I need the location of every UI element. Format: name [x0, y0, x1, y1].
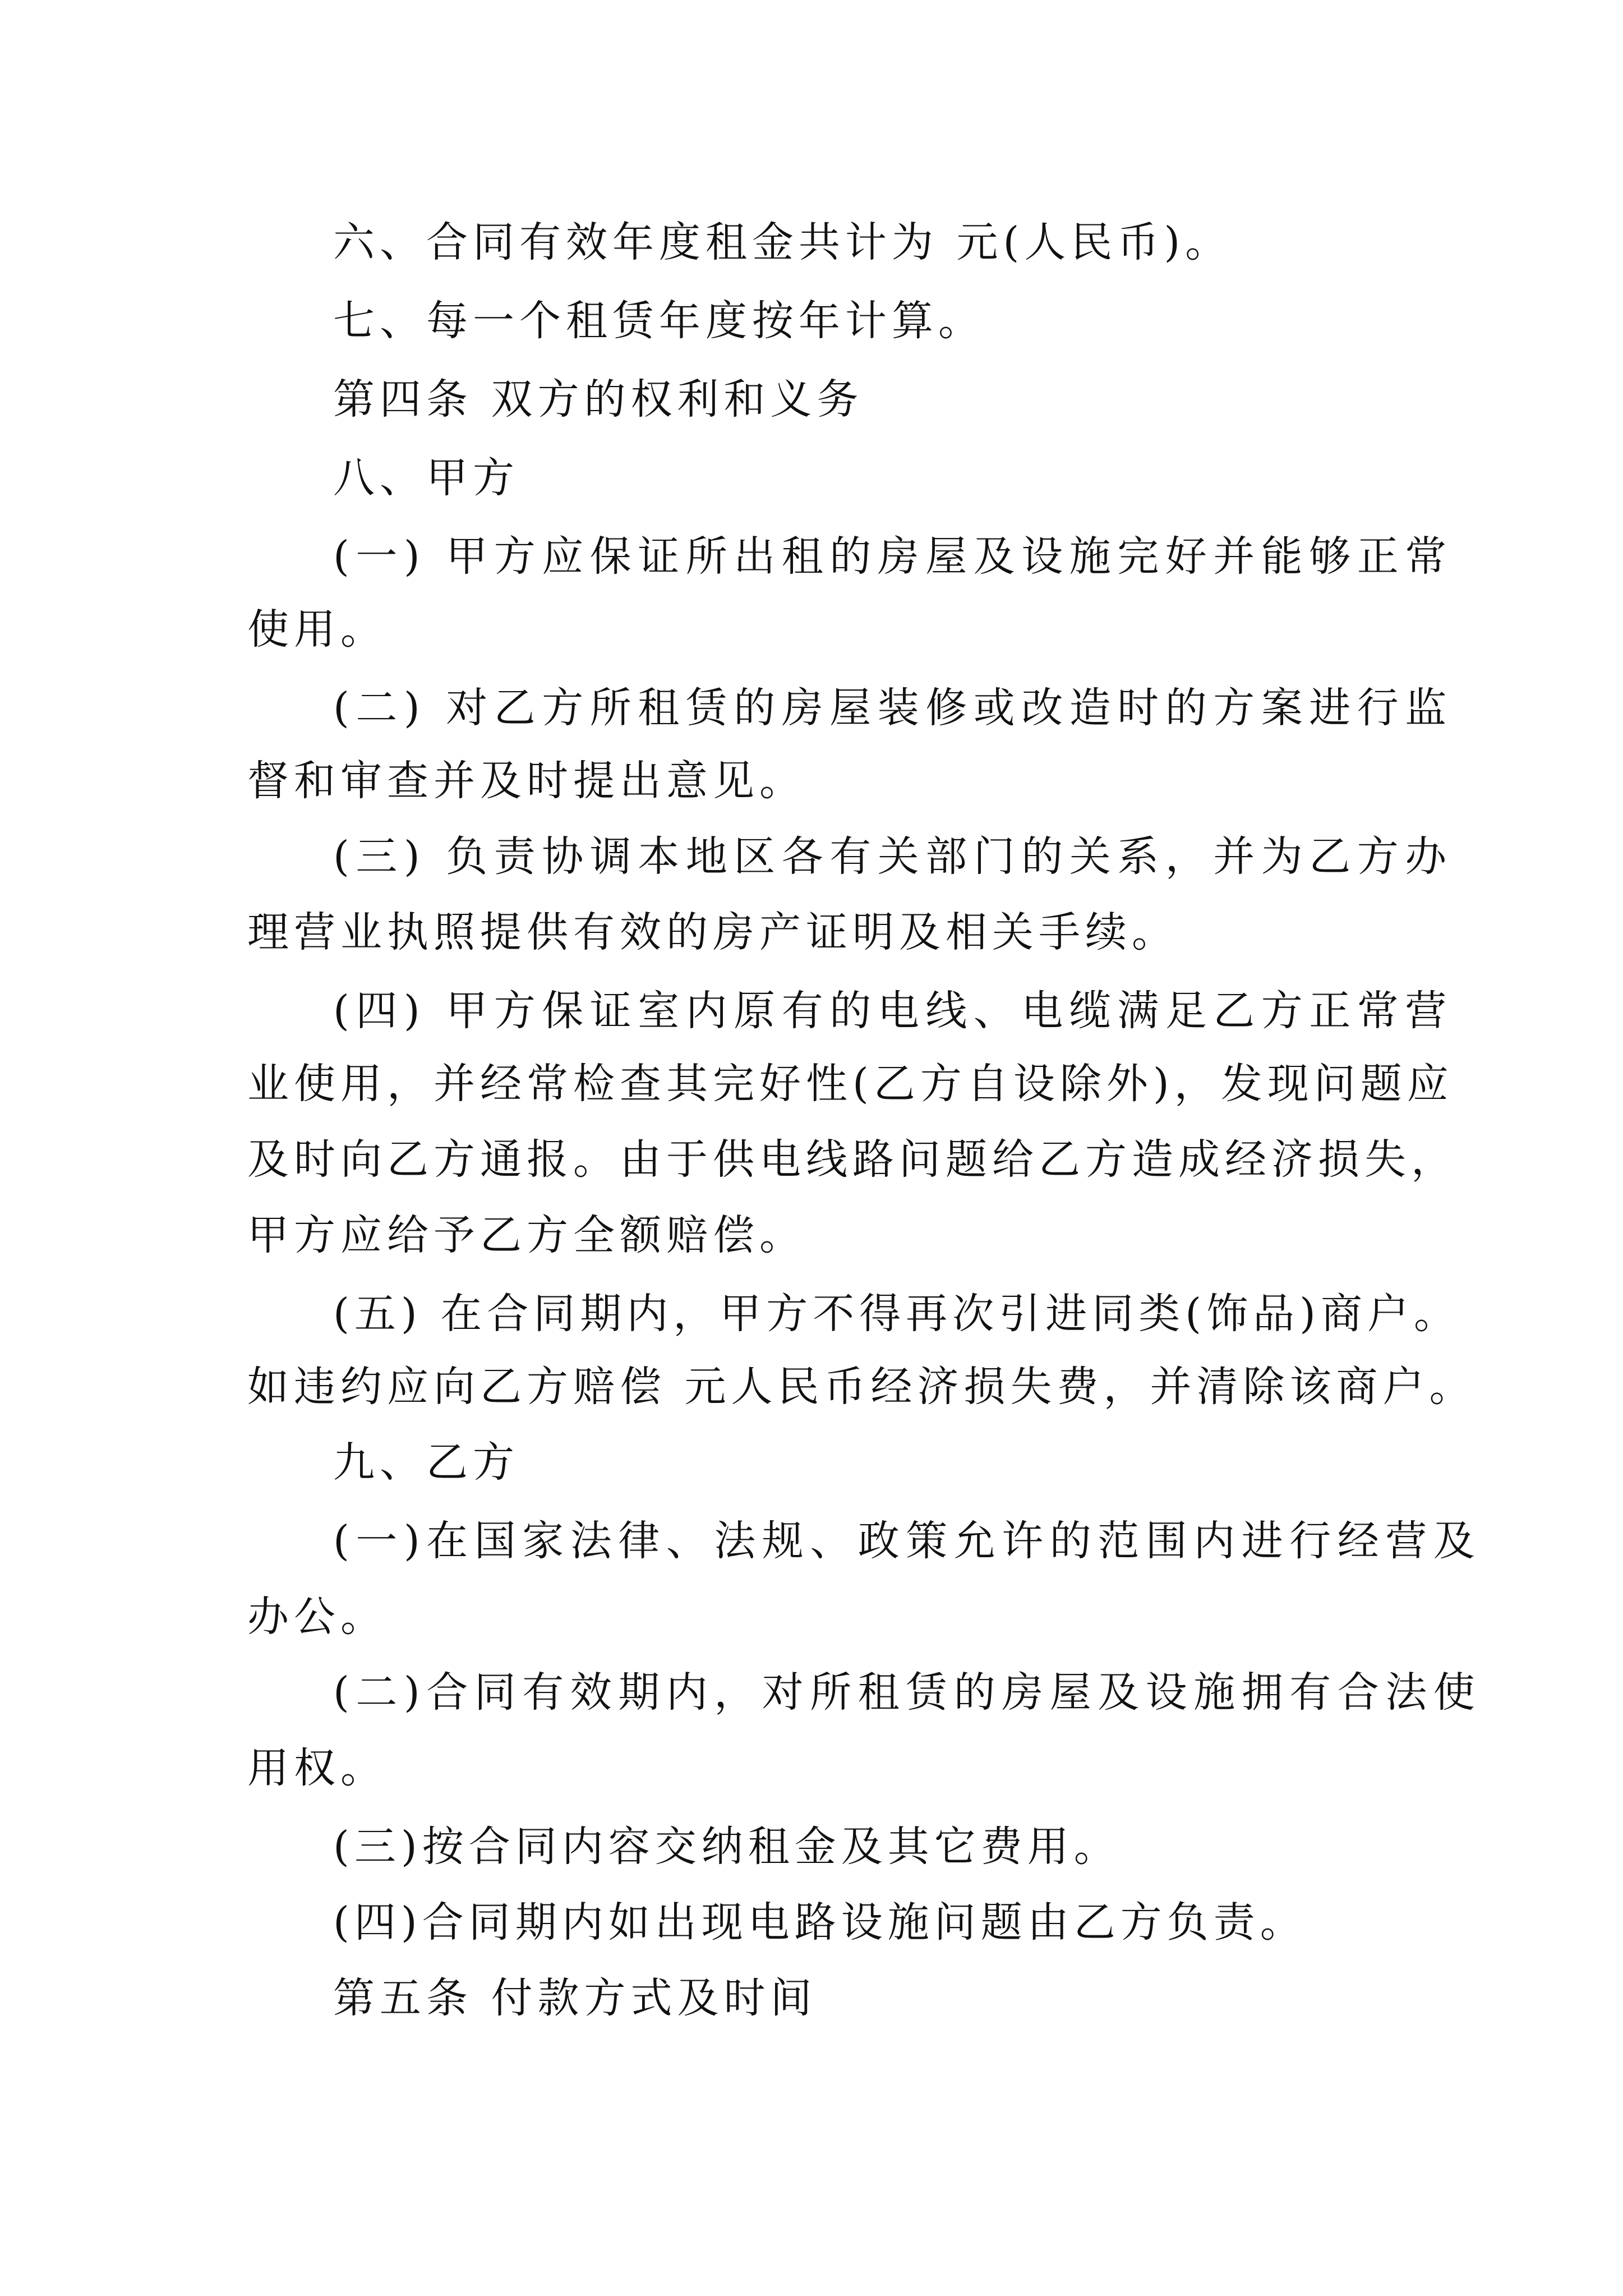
- party-b-item-1-line-2: 办公。: [247, 1593, 387, 1641]
- clause-6-rent-total: 六、合同有效年度租金共计为 元(人民币)。: [333, 218, 1232, 266]
- article-4-heading: 第四条 双方的权利和义务: [333, 375, 864, 424]
- party-b-item-3: (三)按合同内容交纳租金及其它费用。: [333, 1823, 1121, 1871]
- party-a-item-4-line-3: 及时向乙方通报。由于供电线路问题给乙方造成经济损失，: [247, 1135, 1458, 1184]
- party-a-item-4-line-2: 业使用，并经常检查其完好性(乙方自设除外)，发现问题应: [247, 1060, 1454, 1108]
- party-b-item-2-line-1: (二)合同有效期内，对所租赁的房屋及设施拥有合法使: [333, 1668, 1482, 1717]
- clause-7-lease-year: 七、每一个租赁年度按年计算。: [333, 297, 985, 345]
- party-a-item-5-line-1: (五) 在合同期内，甲方不得再次引进同类(饰品)商户。: [333, 1290, 1461, 1338]
- party-a-item-1-line-1: (一) 甲方应保证所出租的房屋及设施完好并能够正常: [333, 532, 1453, 581]
- party-b-item-1-line-1: (一)在国家法律、法规、政策允许的范围内进行经营及: [333, 1517, 1482, 1565]
- party-a-item-2-line-1: (二) 对乙方所租赁的房屋装修或改造时的方案进行监: [333, 684, 1453, 732]
- clause-8-party-a: 八、甲方: [333, 454, 519, 502]
- party-a-item-4-line-4: 甲方应给予乙方全额赔偿。: [247, 1211, 806, 1259]
- party-a-item-5-line-2: 如违约应向乙方赔偿 元人民币经济损失费，并清除该商户。: [247, 1363, 1476, 1411]
- party-a-item-3-line-1: (三) 负责协调本地区各有关部门的关系，并为乙方办: [333, 832, 1453, 881]
- party-a-item-2-line-2: 督和审查并及时提出意见。: [247, 757, 806, 805]
- party-a-item-1-line-2: 使用。: [247, 605, 387, 654]
- article-5-heading: 第五条 付款方式及时间: [333, 1974, 817, 2022]
- party-a-item-4-line-1: (四) 甲方保证室内原有的电线、电缆满足乙方正常营: [333, 987, 1453, 1035]
- party-b-item-4: (四)合同期内如出现电路设施问题由乙方负责。: [333, 1898, 1307, 1947]
- party-a-item-3-line-2: 理营业执照提供有效的房产证明及相关手续。: [247, 908, 1178, 956]
- clause-9-party-b: 九、乙方: [333, 1438, 519, 1487]
- party-b-item-2-line-2: 用权。: [247, 1744, 387, 1792]
